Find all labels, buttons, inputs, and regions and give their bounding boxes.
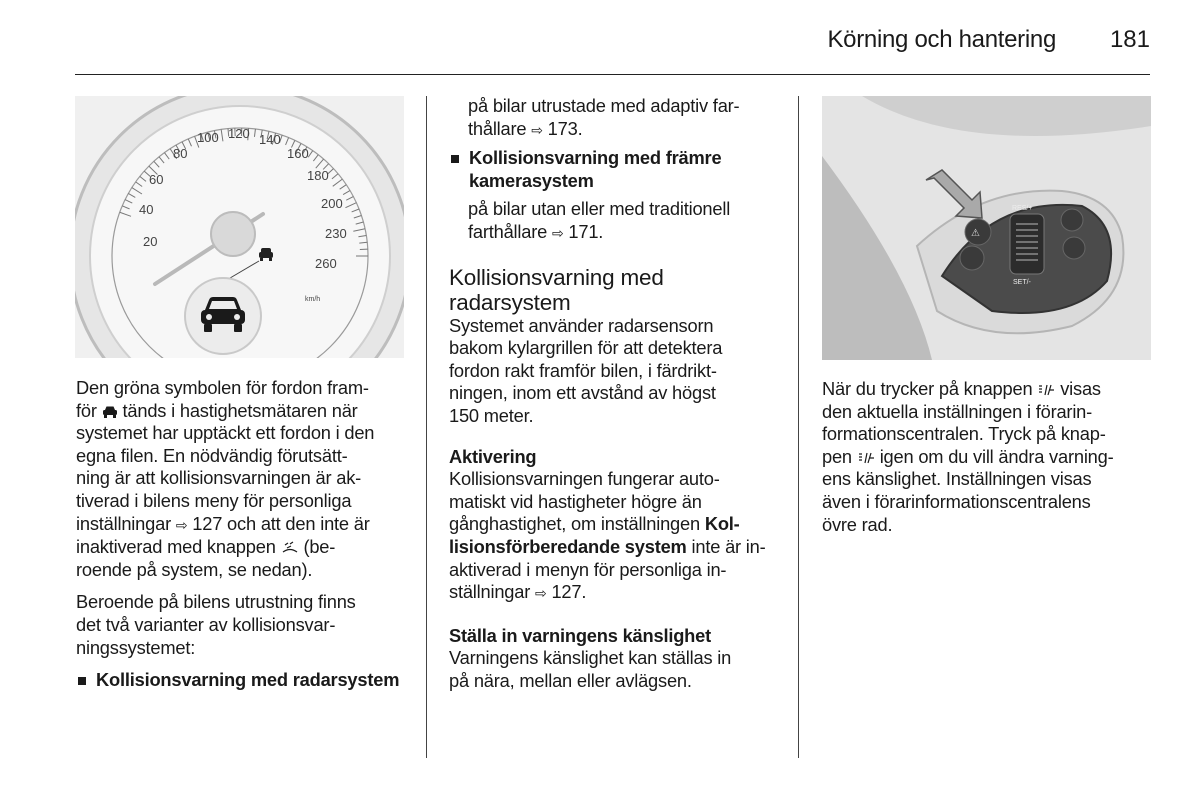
paragraph-1 <box>76 377 416 581</box>
text-line: ning är att kollisionsvarningen är ak- <box>76 467 362 489</box>
gauge-hub <box>211 212 255 256</box>
column-divider-2 <box>798 96 799 758</box>
section-heading <box>449 265 779 315</box>
text-line: Beroende på bilens utrustning finns <box>76 591 356 613</box>
text-line: matiskt vid hastigheter högre än <box>449 490 702 512</box>
text-line: Kollisionsvarning med <box>449 264 664 290</box>
collision-alert-button-icon <box>281 541 299 555</box>
page-ref-arrow-icon: ⇨ <box>531 121 543 138</box>
text-line: Kollisionsvarningen fungerar auto- <box>449 468 720 490</box>
text-line: farthållare <box>468 220 548 242</box>
text-line: kamerasystem <box>469 169 594 191</box>
text-line: systemet har upptäckt ett fordon i den <box>76 422 375 444</box>
text-line: Den gröna symbolen för fordon fram- <box>76 377 369 398</box>
text-line: det två varianter av kollisionsvar- <box>76 613 336 635</box>
gauge-label-80: 80 <box>173 146 188 161</box>
text-line: för <box>76 399 97 421</box>
page-reference[interactable]: 171. <box>568 220 604 242</box>
text-line: gånghastighet, om inställningen <box>449 513 700 535</box>
paragraph-4 <box>449 468 779 605</box>
text-line: 150 meter. <box>449 404 534 426</box>
gauge-label-100: 100 <box>197 130 219 145</box>
column-divider-1 <box>426 96 427 758</box>
speedometer-illustration <box>75 96 404 358</box>
paragraph-6 <box>822 378 1152 536</box>
paragraph-3 <box>449 315 779 428</box>
text-line: även i förarinformationscentralens <box>822 490 1091 512</box>
bullet-2-description <box>449 198 779 244</box>
sensitivity-button-inline-icon <box>857 451 875 465</box>
res-set-rocker <box>1010 214 1044 274</box>
page-reference[interactable]: 127. <box>551 581 587 603</box>
column-2 <box>449 95 779 702</box>
text-line: egna filen. En nödvändig förutsätt- <box>76 444 348 466</box>
paragraph-2 <box>76 591 416 659</box>
page-ref-arrow-icon: ⇨ <box>175 516 188 533</box>
set-label: SET/- <box>1013 279 1031 286</box>
text-line: radarsystem <box>449 289 571 315</box>
res-label: RES/+ <box>1012 205 1033 212</box>
text-line: visas <box>1060 378 1101 399</box>
gauge-label-260: 260 <box>315 256 337 271</box>
gauge-label-200: 200 <box>321 196 343 211</box>
text-line: pen <box>822 445 852 467</box>
bullet-radar-system <box>76 669 416 692</box>
vehicle-ahead-inline-icon <box>102 405 118 419</box>
steering-wheel-figure <box>822 96 1151 360</box>
page-number: 181 <box>1109 26 1150 53</box>
gauge-label-180: 180 <box>307 168 329 183</box>
text-line: ningen, inom ett avstånd av högst <box>449 382 716 404</box>
column-1 <box>76 377 416 692</box>
bullet-text: Kollisionsvarning med radarsystem <box>96 669 400 691</box>
bullet-1-description <box>449 95 779 141</box>
column-3 <box>822 378 1152 546</box>
text-line: på bilar utan eller med traditionell <box>468 198 731 220</box>
text-line: tiverad i bilens meny för personliga <box>76 489 352 511</box>
bold-text: lisionsförberedande system <box>449 535 687 557</box>
cruise-on-icon <box>1061 209 1083 231</box>
page-reference[interactable]: 127 och att den inte är <box>192 512 370 534</box>
text-line: Systemet använder radarsensorn <box>449 314 714 336</box>
text-line: övre rad. <box>822 513 893 535</box>
text-line: tänds i hastighetsmätaren när <box>122 399 358 421</box>
gauge-label-230: 230 <box>325 226 347 241</box>
gauge-unit: km/h <box>305 296 321 303</box>
cruise-cancel-icon <box>960 246 984 270</box>
text-line: den aktuella inställningen i förarin- <box>822 400 1093 422</box>
gauge-label-60: 60 <box>149 172 164 187</box>
page-ref-arrow-icon: ⇨ <box>551 224 564 241</box>
gauge-label-40: 40 <box>139 202 154 217</box>
text-line: ningssystemet: <box>76 636 196 658</box>
gauge-label-120: 120 <box>228 126 250 141</box>
text-line: inställningar <box>76 512 171 534</box>
speed-limiter-icon <box>1063 237 1085 259</box>
text-line: på nära, mellan eller avlägsen. <box>449 669 692 691</box>
text-line: bakom kylargrillen för att detektera <box>449 337 723 359</box>
text-line: aktiverad i menyn för personliga in- <box>449 558 727 580</box>
text-line: formationscentralen. Tryck på knap- <box>822 423 1106 445</box>
header-rule <box>75 74 1150 75</box>
bullet-square-icon <box>451 155 459 163</box>
gauge-label-160: 160 <box>287 146 309 161</box>
text-line: När du trycker på knappen <box>822 378 1033 399</box>
text-line: inaktiverad med knappen <box>76 536 276 558</box>
gauge-label-20: 20 <box>143 234 158 249</box>
steering-wheel-illustration <box>822 96 1151 360</box>
text-line: inte är in- <box>691 535 766 557</box>
bullet-camera-system <box>449 147 779 192</box>
text-line: igen om du vill ändra varning- <box>879 445 1114 467</box>
sensitivity-button-inline-icon <box>1037 383 1055 397</box>
text-line: ställningar <box>449 581 531 603</box>
subheading-activation: Aktivering <box>449 445 537 467</box>
page-ref-arrow-icon: ⇨ <box>535 585 547 602</box>
svg-text:⚠: ⚠ <box>971 228 980 239</box>
bold-text: Kol- <box>704 513 740 535</box>
text-line: thållare <box>468 117 527 139</box>
gauge-label-140: 140 <box>259 132 281 147</box>
text-line: ens känslighet. Inställningen visas <box>822 468 1092 490</box>
text-line: Varningens känslighet kan ställas in <box>449 647 732 669</box>
text-line: Kollisionsvarning med främre <box>469 147 722 169</box>
text-line: (be- <box>303 536 336 558</box>
header-title: Körning och hantering <box>827 26 1056 53</box>
bullet-square-icon <box>78 677 86 685</box>
paragraph-5 <box>449 647 779 692</box>
text-line: roende på system, se nedan). <box>76 558 313 580</box>
subheading-sensitivity: Ställa in varningens känslighet <box>449 624 712 646</box>
speedometer-figure <box>75 96 404 358</box>
text-line: fordon rakt framför bilen, i färdrikt- <box>449 359 717 381</box>
bullet-text <box>469 147 721 192</box>
text-line: på bilar utrustade med adaptiv far- <box>468 95 740 116</box>
page-reference[interactable]: 173. <box>547 117 583 139</box>
